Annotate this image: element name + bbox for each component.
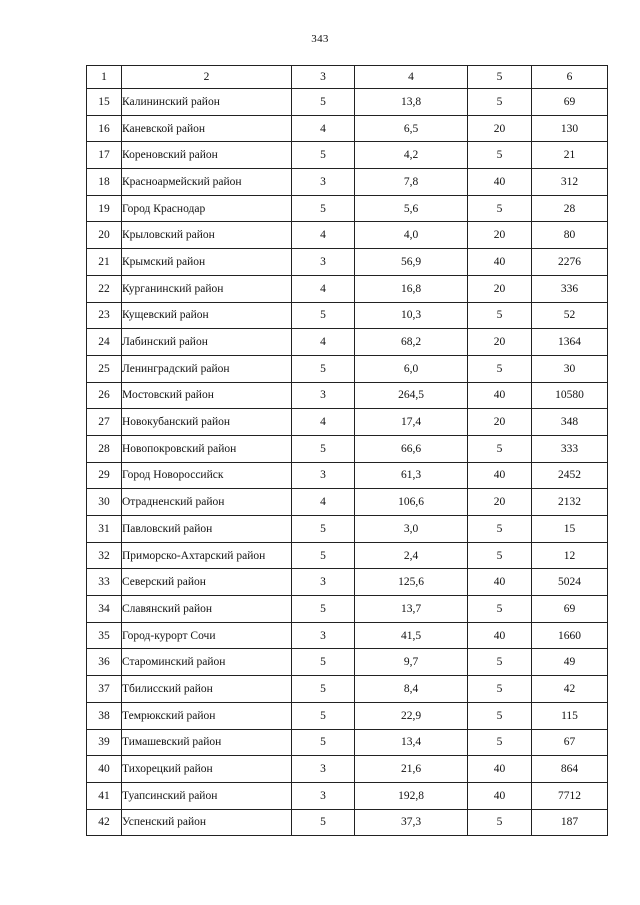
coefficient-cell: 40: [468, 622, 532, 649]
district-name-cell: Крыловский район: [122, 222, 292, 249]
group-cell: 3: [292, 756, 355, 783]
row-number-cell: 17: [87, 142, 122, 169]
value-cell: 192,8: [355, 782, 468, 809]
total-cell: 2132: [532, 489, 608, 516]
row-number-cell: 27: [87, 409, 122, 436]
coefficient-cell: 5: [468, 516, 532, 543]
group-cell: 4: [292, 222, 355, 249]
table-row: [87, 249, 608, 276]
total-cell: 28: [532, 195, 608, 222]
coefficient-cell: 20: [468, 489, 532, 516]
total-cell: 2276: [532, 249, 608, 276]
table-row: [87, 195, 608, 222]
row-number-cell: 20: [87, 222, 122, 249]
table-row: [87, 142, 608, 169]
row-number-cell: 33: [87, 569, 122, 596]
table-row: [87, 542, 608, 569]
table-row: [87, 302, 608, 329]
row-number-cell: 26: [87, 382, 122, 409]
value-cell: 13,4: [355, 729, 468, 756]
header-cell-1: 1: [87, 66, 122, 89]
total-cell: 348: [532, 409, 608, 436]
group-cell: 5: [292, 355, 355, 382]
total-cell: 52: [532, 302, 608, 329]
row-number-cell: 19: [87, 195, 122, 222]
district-name-cell: Отрадненский район: [122, 489, 292, 516]
coefficient-cell: 40: [468, 782, 532, 809]
row-number-cell: 31: [87, 516, 122, 543]
row-number-cell: 30: [87, 489, 122, 516]
district-name-cell: Мостовский район: [122, 382, 292, 409]
row-number-cell: 38: [87, 702, 122, 729]
value-cell: 4,2: [355, 142, 468, 169]
coefficient-cell: 40: [468, 169, 532, 196]
value-cell: 13,7: [355, 596, 468, 623]
total-cell: 49: [532, 649, 608, 676]
table-row: [87, 729, 608, 756]
value-cell: 10,3: [355, 302, 468, 329]
value-cell: 125,6: [355, 569, 468, 596]
value-cell: 6,0: [355, 355, 468, 382]
group-cell: 3: [292, 249, 355, 276]
row-number-cell: 35: [87, 622, 122, 649]
table-row: [87, 169, 608, 196]
coefficient-cell: 5: [468, 702, 532, 729]
row-number-cell: 23: [87, 302, 122, 329]
group-cell: 3: [292, 169, 355, 196]
value-cell: 9,7: [355, 649, 468, 676]
value-cell: 4,0: [355, 222, 468, 249]
total-cell: 864: [532, 756, 608, 783]
value-cell: 61,3: [355, 462, 468, 489]
total-cell: 1660: [532, 622, 608, 649]
group-cell: 5: [292, 516, 355, 543]
district-name-cell: Староминский район: [122, 649, 292, 676]
value-cell: 21,6: [355, 756, 468, 783]
coefficient-cell: 5: [468, 542, 532, 569]
district-name-cell: Ленинградский район: [122, 355, 292, 382]
district-name-cell: Славянский район: [122, 596, 292, 623]
table-row: [87, 676, 608, 703]
district-name-cell: Приморско-Ахтарский район: [122, 542, 292, 569]
coefficient-cell: 5: [468, 142, 532, 169]
table-row: [87, 382, 608, 409]
group-cell: 5: [292, 195, 355, 222]
data-table: [86, 65, 608, 836]
coefficient-cell: 5: [468, 596, 532, 623]
value-cell: 68,2: [355, 329, 468, 356]
coefficient-cell: 20: [468, 275, 532, 302]
value-cell: 22,9: [355, 702, 468, 729]
group-cell: 5: [292, 676, 355, 703]
group-cell: 3: [292, 382, 355, 409]
coefficient-cell: 20: [468, 329, 532, 356]
table-row: [87, 702, 608, 729]
group-cell: 5: [292, 702, 355, 729]
value-cell: 3,0: [355, 516, 468, 543]
value-cell: 8,4: [355, 676, 468, 703]
value-cell: 17,4: [355, 409, 468, 436]
row-number-cell: 40: [87, 756, 122, 783]
table-row: [87, 275, 608, 302]
value-cell: 2,4: [355, 542, 468, 569]
group-cell: 4: [292, 409, 355, 436]
row-number-cell: 32: [87, 542, 122, 569]
district-name-cell: Павловский район: [122, 516, 292, 543]
table-row: [87, 649, 608, 676]
district-name-cell: Каневской район: [122, 115, 292, 142]
table-row: [87, 222, 608, 249]
value-cell: 16,8: [355, 275, 468, 302]
district-name-cell: Северский район: [122, 569, 292, 596]
value-cell: 56,9: [355, 249, 468, 276]
district-name-cell: Новопокровский район: [122, 435, 292, 462]
district-name-cell: Курганинский район: [122, 275, 292, 302]
coefficient-cell: 40: [468, 569, 532, 596]
district-name-cell: Тбилисский район: [122, 676, 292, 703]
total-cell: 69: [532, 596, 608, 623]
row-number-cell: 24: [87, 329, 122, 356]
row-number-cell: 41: [87, 782, 122, 809]
value-cell: 5,6: [355, 195, 468, 222]
table-row: [87, 489, 608, 516]
district-name-cell: Город-курорт Сочи: [122, 622, 292, 649]
group-cell: 5: [292, 89, 355, 116]
total-cell: 7712: [532, 782, 608, 809]
table-row: [87, 622, 608, 649]
group-cell: 3: [292, 462, 355, 489]
row-number-cell: 25: [87, 355, 122, 382]
coefficient-cell: 40: [468, 462, 532, 489]
group-cell: 4: [292, 275, 355, 302]
value-cell: 264,5: [355, 382, 468, 409]
header-cell-3: 3: [292, 66, 355, 89]
coefficient-cell: 20: [468, 115, 532, 142]
coefficient-cell: 40: [468, 756, 532, 783]
coefficient-cell: 5: [468, 89, 532, 116]
value-cell: 37,3: [355, 809, 468, 836]
district-name-cell: Темрюкский район: [122, 702, 292, 729]
total-cell: 30: [532, 355, 608, 382]
row-number-cell: 28: [87, 435, 122, 462]
table-row: [87, 756, 608, 783]
group-cell: 5: [292, 302, 355, 329]
table-row: [87, 115, 608, 142]
district-name-cell: Лабинский район: [122, 329, 292, 356]
total-cell: 5024: [532, 569, 608, 596]
total-cell: 80: [532, 222, 608, 249]
district-name-cell: Тимашевский район: [122, 729, 292, 756]
row-number-cell: 21: [87, 249, 122, 276]
coefficient-cell: 5: [468, 195, 532, 222]
total-cell: 42: [532, 676, 608, 703]
coefficient-cell: 5: [468, 435, 532, 462]
district-name-cell: Красноармейский район: [122, 169, 292, 196]
total-cell: 333: [532, 435, 608, 462]
row-number-cell: 16: [87, 115, 122, 142]
row-number-cell: 36: [87, 649, 122, 676]
district-name-cell: Крымский район: [122, 249, 292, 276]
total-cell: 336: [532, 275, 608, 302]
district-name-cell: Туапсинский район: [122, 782, 292, 809]
table-row: [87, 435, 608, 462]
group-cell: 5: [292, 809, 355, 836]
district-name-cell: Калининский район: [122, 89, 292, 116]
header-cell-6: 6: [532, 66, 608, 89]
table-row: [87, 329, 608, 356]
district-name-cell: Город Краснодар: [122, 195, 292, 222]
total-cell: 10580: [532, 382, 608, 409]
group-cell: 5: [292, 649, 355, 676]
table-row: [87, 409, 608, 436]
total-cell: 21: [532, 142, 608, 169]
value-cell: 66,6: [355, 435, 468, 462]
district-name-cell: Город Новороссийск: [122, 462, 292, 489]
district-name-cell: Кущевский район: [122, 302, 292, 329]
coefficient-cell: 5: [468, 302, 532, 329]
value-cell: 7,8: [355, 169, 468, 196]
group-cell: 4: [292, 329, 355, 356]
coefficient-cell: 5: [468, 676, 532, 703]
group-cell: 3: [292, 782, 355, 809]
coefficient-cell: 5: [468, 649, 532, 676]
table-row: [87, 596, 608, 623]
district-name-cell: Новокубанский район: [122, 409, 292, 436]
total-cell: 2452: [532, 462, 608, 489]
total-cell: 115: [532, 702, 608, 729]
coefficient-cell: 5: [468, 809, 532, 836]
group-cell: 3: [292, 569, 355, 596]
group-cell: 5: [292, 596, 355, 623]
header-cell-2: 2: [122, 66, 292, 89]
coefficient-cell: 40: [468, 382, 532, 409]
row-number-cell: 37: [87, 676, 122, 703]
value-cell: 6,5: [355, 115, 468, 142]
total-cell: 187: [532, 809, 608, 836]
district-name-cell: Кореновский район: [122, 142, 292, 169]
value-cell: 13,8: [355, 89, 468, 116]
total-cell: 312: [532, 169, 608, 196]
row-number-cell: 15: [87, 89, 122, 116]
district-name-cell: Тихорецкий район: [122, 756, 292, 783]
district-name-cell: Успенский район: [122, 809, 292, 836]
table-row: [87, 782, 608, 809]
group-cell: 4: [292, 115, 355, 142]
table-row: [87, 516, 608, 543]
group-cell: 5: [292, 542, 355, 569]
group-cell: 5: [292, 142, 355, 169]
row-number-cell: 29: [87, 462, 122, 489]
row-number-cell: 42: [87, 809, 122, 836]
value-cell: 41,5: [355, 622, 468, 649]
row-number-cell: 39: [87, 729, 122, 756]
value-cell: 106,6: [355, 489, 468, 516]
group-cell: 3: [292, 622, 355, 649]
table-header-row: [87, 66, 608, 89]
table-row: [87, 569, 608, 596]
header-cell-5: 5: [468, 66, 532, 89]
header-cell-4: 4: [355, 66, 468, 89]
row-number-cell: 34: [87, 596, 122, 623]
row-number-cell: 18: [87, 169, 122, 196]
total-cell: 12: [532, 542, 608, 569]
row-number-cell: 22: [87, 275, 122, 302]
table-body: [87, 66, 608, 836]
group-cell: 5: [292, 729, 355, 756]
total-cell: 130: [532, 115, 608, 142]
total-cell: 15: [532, 516, 608, 543]
table-row: [87, 462, 608, 489]
total-cell: 67: [532, 729, 608, 756]
coefficient-cell: 5: [468, 729, 532, 756]
total-cell: 1364: [532, 329, 608, 356]
table-row: [87, 809, 608, 836]
table-row: [87, 355, 608, 382]
coefficient-cell: 20: [468, 222, 532, 249]
coefficient-cell: 20: [468, 409, 532, 436]
coefficient-cell: 5: [468, 355, 532, 382]
group-cell: 5: [292, 435, 355, 462]
coefficient-cell: 40: [468, 249, 532, 276]
table-row: [87, 89, 608, 116]
page-number: 343: [311, 33, 329, 45]
group-cell: 4: [292, 489, 355, 516]
total-cell: 69: [532, 89, 608, 116]
